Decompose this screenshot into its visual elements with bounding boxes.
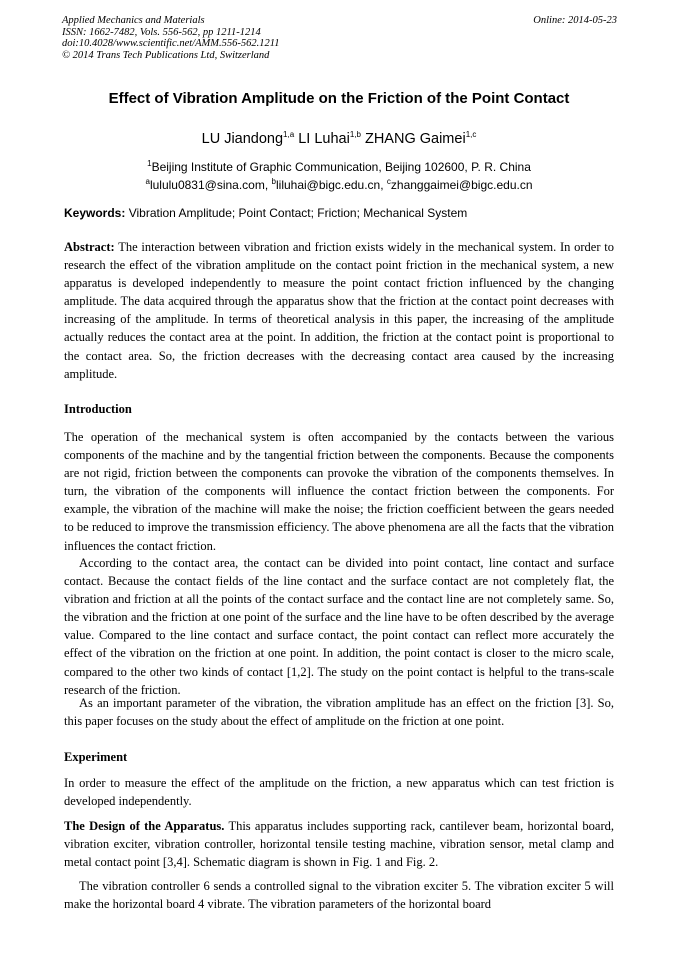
keywords-text: Vibration Amplitude; Point Contact; Friction; Mechanical System	[128, 206, 468, 220]
author-sup: 1,c	[465, 130, 477, 140]
keywords	[64, 206, 620, 220]
section-heading-introduction: Introduction	[64, 402, 132, 416]
online-date: Online: 2014-05-23	[533, 15, 617, 26]
section-heading-experiment: Experiment	[64, 750, 128, 764]
email-sup: b	[271, 177, 276, 186]
abstract-label: Abstract:	[64, 240, 115, 254]
intro-paragraph-3: As an important parameter of the vibration, the vibration amplitude has an effect on the friction [3]. So, this paper focuses on the study about the effect of amplitude on the friction at one point.	[64, 696, 614, 729]
design-label: The Design of the Apparatus.	[64, 819, 225, 833]
intro-paragraph-2: According to the contact area, the contact can be divided into point contact, line contact and surface contact. Because the contact fields of the line contact and the surface contact are not completely flat, the vibration and friction at all the points of the contact surface and the contact line are not completely same. So, the vibration and the friction at one point of the surface and the line have to be often described by the average value. Compared to the line contact and surface contact, the point contact can reflect more accurately the effect of the vibration on the friction at one point. In addition, the point contact is closer to the micro scale, compared to the other two kinds of contact [1,2]. The study on the point contact is helpful to the trans-scale research of the friction.	[64, 556, 614, 697]
affiliation-text: Beijing Institute of Graphic Communication, Beijing 102600, P. R. China	[151, 160, 531, 174]
author-sup: 1,a	[283, 130, 295, 140]
abstract-text: The interaction between vibration and friction exists widely in the mechanical system. In order to research the effect of the vibration amplitude on the contact point friction in the mechanical system, a new apparatus is developed independently to measure the point contact friction influenced by the changing amplitude. The data acquired through the apparatus show that the friction at the contact point decreases with increasing of the amplitude. In terms of theoretical analysis in this paper, the increasing of the amplitude actually reduces the contact area at the point. In addition, the friction at the contact point is proportional to the contact area. So, the friction decreases with the decreasing contact area caused by the increasing amplitude.	[64, 240, 614, 381]
email-sup: c	[386, 177, 391, 186]
email-link[interactable]: lululu0831@sina.com,	[149, 178, 269, 192]
journal-header	[62, 15, 617, 61]
experiment-paragraph-1: In order to measure the effect of the amplitude on the friction, a new apparatus which can test friction is developed independently.	[64, 776, 614, 809]
author-name: LU Jiandong	[201, 131, 284, 147]
experiment-paragraph-3: The vibration controller 6 sends a controlled signal to the vibration exciter 5. The vibration exciter 5 will make the horizontal board 4 vibrate. The vibration parameters of the horizontal board	[64, 879, 614, 912]
journal-name: Applied Mechanics and Materials	[62, 15, 205, 26]
affiliation	[0, 160, 678, 174]
author-list	[0, 131, 678, 147]
email-list	[0, 178, 678, 192]
paper-title: Effect of Vibration Amplitude on the Friction of the Point Contact	[108, 90, 570, 107]
intro-paragraph-1: The operation of the mechanical system is often accompanied by the contacts between the various components of the machine and by the tangential friction between the components. Because the components are not rigid, friction between the components can provoke the vibration of the components themselves. In turn, the vibration of the components will influence the contact friction between the components. For example, the vibration of the machine will make the noise; the friction coefficient between the gears needed to be reduced to improve the transmission efficiency. The above phenomena are all the facts that the vibration influences the contact friction.	[64, 430, 614, 553]
issn-line: ISSN: 1662-7482, Vols. 556-562, pp 1211-1214	[62, 26, 261, 38]
copyright-line: © 2014 Trans Tech Publications Ltd, Switzerland	[62, 49, 270, 61]
email-sup: a	[145, 177, 150, 186]
author-sup: 1,b	[349, 130, 361, 140]
doi-line: doi:10.4028/www.scientific.net/AMM.556-562.1211	[62, 38, 280, 49]
design-paragraph	[64, 817, 614, 871]
keywords-label: Keywords:	[64, 206, 126, 220]
email-link[interactable]: zhanggaimei@bigc.edu.cn	[390, 178, 533, 192]
design-text: This apparatus includes supporting rack, cantilever beam, horizontal board, vibration exciter, vibration controller, horizontal tensile testing machine, vibration sensor, metal clamp and metal contact point [3,4]. Schematic diagram is shown in Fig. 1 and Fig. 2.	[64, 819, 615, 870]
email-link[interactable]: liluhai@bigc.edu.cn,	[275, 178, 384, 192]
affiliation-sup: 1	[147, 159, 152, 168]
abstract	[64, 238, 614, 383]
author-name: LI Luhai	[298, 131, 350, 147]
author-name: ZHANG Gaimei	[364, 131, 466, 147]
